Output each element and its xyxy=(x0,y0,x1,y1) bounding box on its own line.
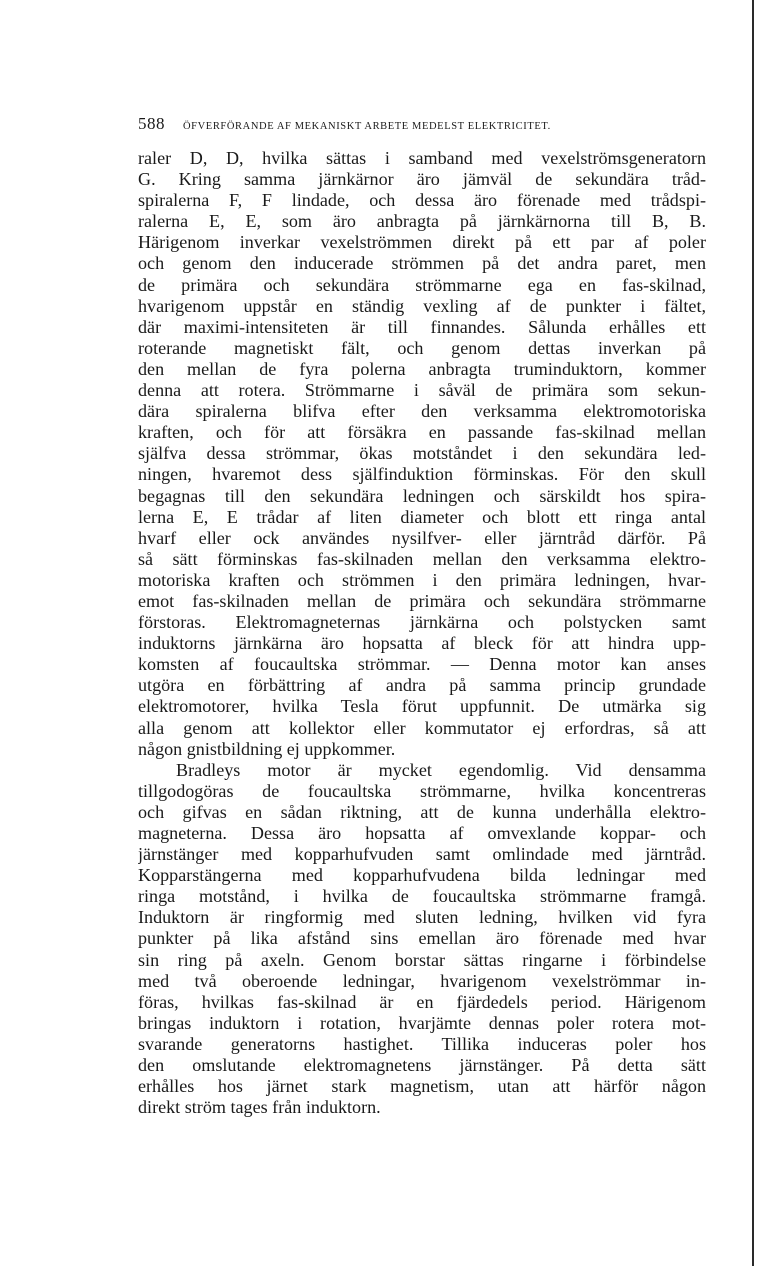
text-line: komsten af foucaultska strömmar. — Denna motor kan anses xyxy=(138,654,706,675)
text-line: magneterna. Dessa äro hopsatta af omvexlande koppar- och xyxy=(138,823,706,843)
page-edge-line xyxy=(752,0,754,1266)
text-line: emot fas-skilnaden mellan de primära och sekundära strömmarne xyxy=(138,590,706,611)
body-text xyxy=(138,148,706,1118)
text-line: sin ring på axeln. Genom borstar sättas ringarne i förbindelse xyxy=(138,949,706,970)
text-line: Kopparstängerna med kopparhufvudena bilda ledningar med xyxy=(138,865,706,886)
text-line: och genom den inducerade strömmen på det andra paret, men xyxy=(138,253,706,274)
text-line: med två oberoende ledningar, hvarigenom vexelströmmar in- xyxy=(138,970,706,991)
text-line: kraften, och för att försäkra en passande fas-skilnad mellan xyxy=(138,422,706,443)
text-line: förstoras. Elektromagneternas järnkärna och polstycken samt xyxy=(138,612,706,633)
text-line: den omslutande elektromagnetens järnstänger. På detta sätt xyxy=(138,1055,706,1076)
text-line: hvarf eller ock användes nysilfver- eller järntråd därför. På xyxy=(138,527,706,548)
text-line: bringas induktorn i rotation, hvarjämte dennas poler rotera mot- xyxy=(138,1012,706,1033)
text-line: Induktorn är ringformig med sluten ledning, hvilken vid fyra xyxy=(138,907,706,928)
text-line: dära spiralerna blifva efter den verksamma elektromotoriska xyxy=(138,401,706,422)
text-line: någon gnistbildning ej uppkommer. xyxy=(138,738,396,759)
text-line: raler D, D, hvilka sättas i samband med vexelströmsgeneratorn xyxy=(138,148,706,168)
text-line: alla genom att kollektor eller kommutator ej erfordras, så att xyxy=(138,717,706,738)
text-line: ringa motstånd, i hvilka de foucaultska strömmarne framgå. xyxy=(138,886,706,907)
page-header xyxy=(138,114,718,136)
text-line: elektromotorer, hvilka Tesla förut uppfunnit. De utmärka sig xyxy=(138,696,706,717)
text-line: motoriska kraften och strömmen i den primära ledningen, hvar- xyxy=(138,569,706,590)
text-line: de primära och sekundära strömmarne ega en fas-skilnad, xyxy=(138,274,706,295)
text-line: direkt ström tages från induktorn. xyxy=(138,1097,381,1118)
text-line: lerna E, E trådar af liten diameter och blott ett ringa antal xyxy=(138,506,706,527)
page-number: 588 xyxy=(138,114,165,133)
text-line: denna att rotera. Strömmarne i såväl de primära som sekun- xyxy=(138,380,706,401)
running-title: ÖFVERFÖRANDE AF MEKANISKT ARBETE MEDELST ELEKTRICITET. xyxy=(183,121,551,132)
text-line: punkter på lika afstånd sins emellan äro förenade med hvar xyxy=(138,928,706,949)
text-line: spiralerna F, F lindade, och dessa äro förenade med trådspi- xyxy=(138,190,706,211)
text-line: hvarigenom uppstår en ständig vexling af de punkter i fältet, xyxy=(138,295,706,316)
text-line: begagnas till den sekundära ledningen och särskildt hos spira- xyxy=(138,485,706,506)
text-line: induktorns järnkärna äro hopsatta af bleck för att hindra upp- xyxy=(138,633,706,654)
text-line: G. Kring samma järnkärnor äro jämväl de sekundära tråd- xyxy=(138,169,706,190)
text-line: där maximi-intensiteten är till finnandes. Sålunda erhålles ett xyxy=(138,316,706,337)
text-line: järnstänger med kopparhufvuden samt omlindade med järntråd. xyxy=(138,844,706,865)
text-line: och gifvas en sådan riktning, att de kunna underhålla elektro- xyxy=(138,801,706,822)
text-line: ralerna E, E, som äro anbragta på järnkärnorna till B, B. xyxy=(138,211,706,232)
text-line: den mellan de fyra polerna anbragta truminduktorn, kommer xyxy=(138,358,706,379)
text-line: roterande magnetiskt fält, och genom dettas inverkan på xyxy=(138,337,706,358)
text-line: föras, hvilkas fas-skilnad är en fjärdedels period. Härigenom xyxy=(138,991,706,1012)
text-line: tillgodogöras de foucaultska strömmarne, hvilka koncentreras xyxy=(138,780,706,801)
text-line: Bradleys motor är mycket egendomlig. Vid densamma xyxy=(176,759,706,780)
text-line: så sätt förminskas fas-skilnaden mellan den verksamma elektro- xyxy=(138,548,706,569)
text-line: erhålles hos järnet stark magnetism, utan att härför någon xyxy=(138,1076,706,1097)
text-line: svarande generatorns hastighet. Tillika induceras poler hos xyxy=(138,1033,706,1054)
text-line: själfva dessa strömmar, ökas motståndet i den sekundära led- xyxy=(138,443,706,464)
text-line: ningen, hvaremot dess själfinduktion förminskas. För den skull xyxy=(138,464,706,485)
text-line: Härigenom inverkar vexelströmmen direkt på ett par af poler xyxy=(138,232,706,253)
text-line: utgöra en förbättring af andra på samma princip grundade xyxy=(138,675,706,696)
